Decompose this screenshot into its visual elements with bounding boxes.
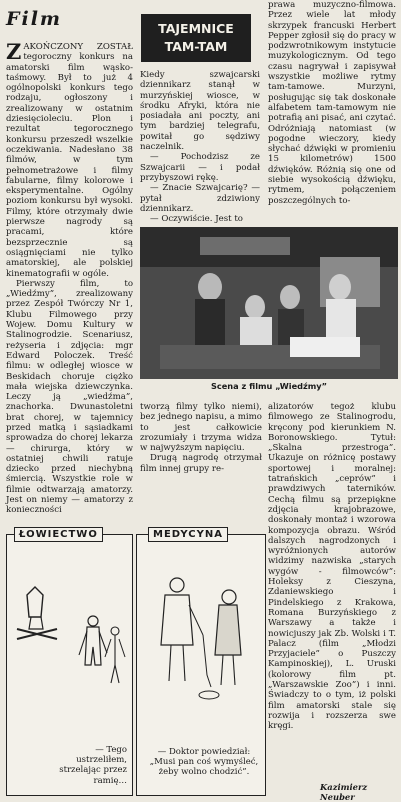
hunting-cartoon-tag: ŁOWIECTWO [14,527,103,542]
article-tamtam-column-1 [140,70,260,224]
medicine-cartoon-tag: MEDYCYNA [148,527,228,542]
medicine-cartoon-caption: — Doktor powiedział: „Musi pan coś wymyśleć, żeby wolno chodzić”. [149,747,259,778]
tamtam-paragraph-3: — Znacie Szwajcarię? — pytał zdziwiony dziennikarz. [140,183,260,214]
article-film-column-2 [140,402,262,474]
film-still-photo [140,227,398,379]
article-film-column-1 [6,39,133,516]
tamtam-paragraph-4: — Oczywiście. Jest to [150,214,243,225]
title-line-2: TAM-TAM [164,39,228,54]
film-paragraph-3: tworzą filmy tylko niemi), bez jednego napisu, a mimo to jest całkowicie zrozumiały i trzyma widza w najwyższym napięciu. [140,402,262,454]
tamtam-paragraph-5: prawa muzyczno-filmowa. Przez wiele lat młody skrzypek francuski Herbert Pepper zgłosił się do pracy w podzwrotnikowym instytucie muzykologicznym. Od tego czasu nagrywał i zapisywał wszystkie możliwe rytmy tam-tamowe. Murzyni, posługując się tak doskonałe alfabetem tam-tamowym nie potrafią ani pisać, ani czytać. Odróżniają natomiast (w pogodne wieczory, kiedy słychać dźwięki w promieniu 15 kilometrów) 1500 dźwięków. Różnią się one od siebie wysokością dźwięku, rytmem, połączeniem poszczególnych to- [268,0,396,206]
title-line-1: TAJEMNICE [158,21,234,36]
hunting-cartoon-drawing [7,535,132,735]
cartoon-medicine [136,534,266,796]
article-title-box [141,14,251,62]
tamtam-paragraph-1: Kiedy szwajcarski dziennikarz stanął w murzyńskiej wiosce, w środku Afryki, która nie posiadała ani poczty, ani tym bardziej telegrafu, powitał go sędziwy naczelnik. [140,70,260,153]
article-film-column-3 [268,402,396,732]
hunting-cartoon-caption: — Tego ustrzeliłem, strzelając przez ramię… [59,745,127,786]
film-paragraph-5: alizatorów tegoż klubu filmowego ze Stalinogrodu, kręcony pod kierunkiem N. Boronowskiego. Tytuł: „Skalna przestroga”. Ukazuje on różnicę postawy sportowej i moralnej: tatrańskich „ceprów” i prawdziwych taterników. Cechą filmu są przepiękne zdjęcia krajobrazowe, doskonały montaż i wzorowa kompozycja obrazu. Wśród dalszych nagrodzonych i wyróżnionych autorów widzimy nazwiska „starych wygów - filmowców”: Holeksy z Cieszyna, Zdaniewskiego i Pindelskiego z Krakowa, Romana Burzyńskiego z Warszawy a także i nowicjuszy jak Zb. Wolski i T. Palacz (film „Młodzi Przyjaciele” o Puszczy Kampinoskiej), L. Uruski (kolorowy film pt. „Warszawskie Zoo”) i inni. Świadczy to o tym, iż polski film amatorski stale się rozwija i rozszerza swe kręgi. [268,402,396,732]
film-paragraph-4: Drugą nagrodę otrzymał film innej grupy re- [140,453,262,474]
tamtam-paragraph-2: — Pochodzisz ze Szwajcarii — i podał przybyszowi rękę. [140,152,260,183]
author-signature: Kazimierz Neuber [320,782,368,802]
article-paragraph-1: ZAKOŃCZONY ZOSTAŁ tegoroczny konkurs na amatorski film wąsko-taśmowy. Był to już 4 ogólnopolski konkurs tego rodzaju, ogłoszony i zrealizowany w ostatnim dziesięcioleciu. Plon i rezultat tegorocznego konkursu przeszedł wszelkie oczekiwania. Nadesłano 38 filmów, w tym pełnometrażowe i filmy fabularne, filmy kolorowe i eksperymentalne. Ogólny poziom konkursu był wysoki. Filmy, które otrzymały dwie pierwsze nagrody są pracami, które bezsprzecznie są osiągnięciami nie tylko amatorskiej, ale polskiej kinematografii w ogóle. [6,39,133,279]
article-paragraph-2: Pierwszy film, to „Wiedźmy”, zrealizowany przez Zespół Twórczy Nr 1, Klubu Filmowego przy Wojew. Domu Kultury w Stalinogrodzie. Scenariusz, reżyseria i zdjęcia: mgr Edward Poloczek. Treść filmu: w odległej wiosce w Beskidach choruje ciężko mała wiejska dziewczynka. Leczy ją „wiedźma”, znachorka. Dwunastoletni brat chorej, w tajemnicy przed matką i sąsiadkami sprowadza do chorej lekarza — chirurga, który w ostatniej chwili ratuje dziecko przed niechybną śmiercią. Wszystkie role w filmie odtwarzają amatorzy. Jest on niemy — amatorzy z konieczności [6,278,133,516]
cartoon-hunting [6,534,133,796]
photo-caption: Scena z filmu „Wiedźmy” [211,381,327,391]
article-tamtam-column-2 [268,0,396,206]
photo-scene [140,227,398,379]
section-masthead: Film [6,8,63,30]
medicine-cartoon-drawing [137,535,265,735]
